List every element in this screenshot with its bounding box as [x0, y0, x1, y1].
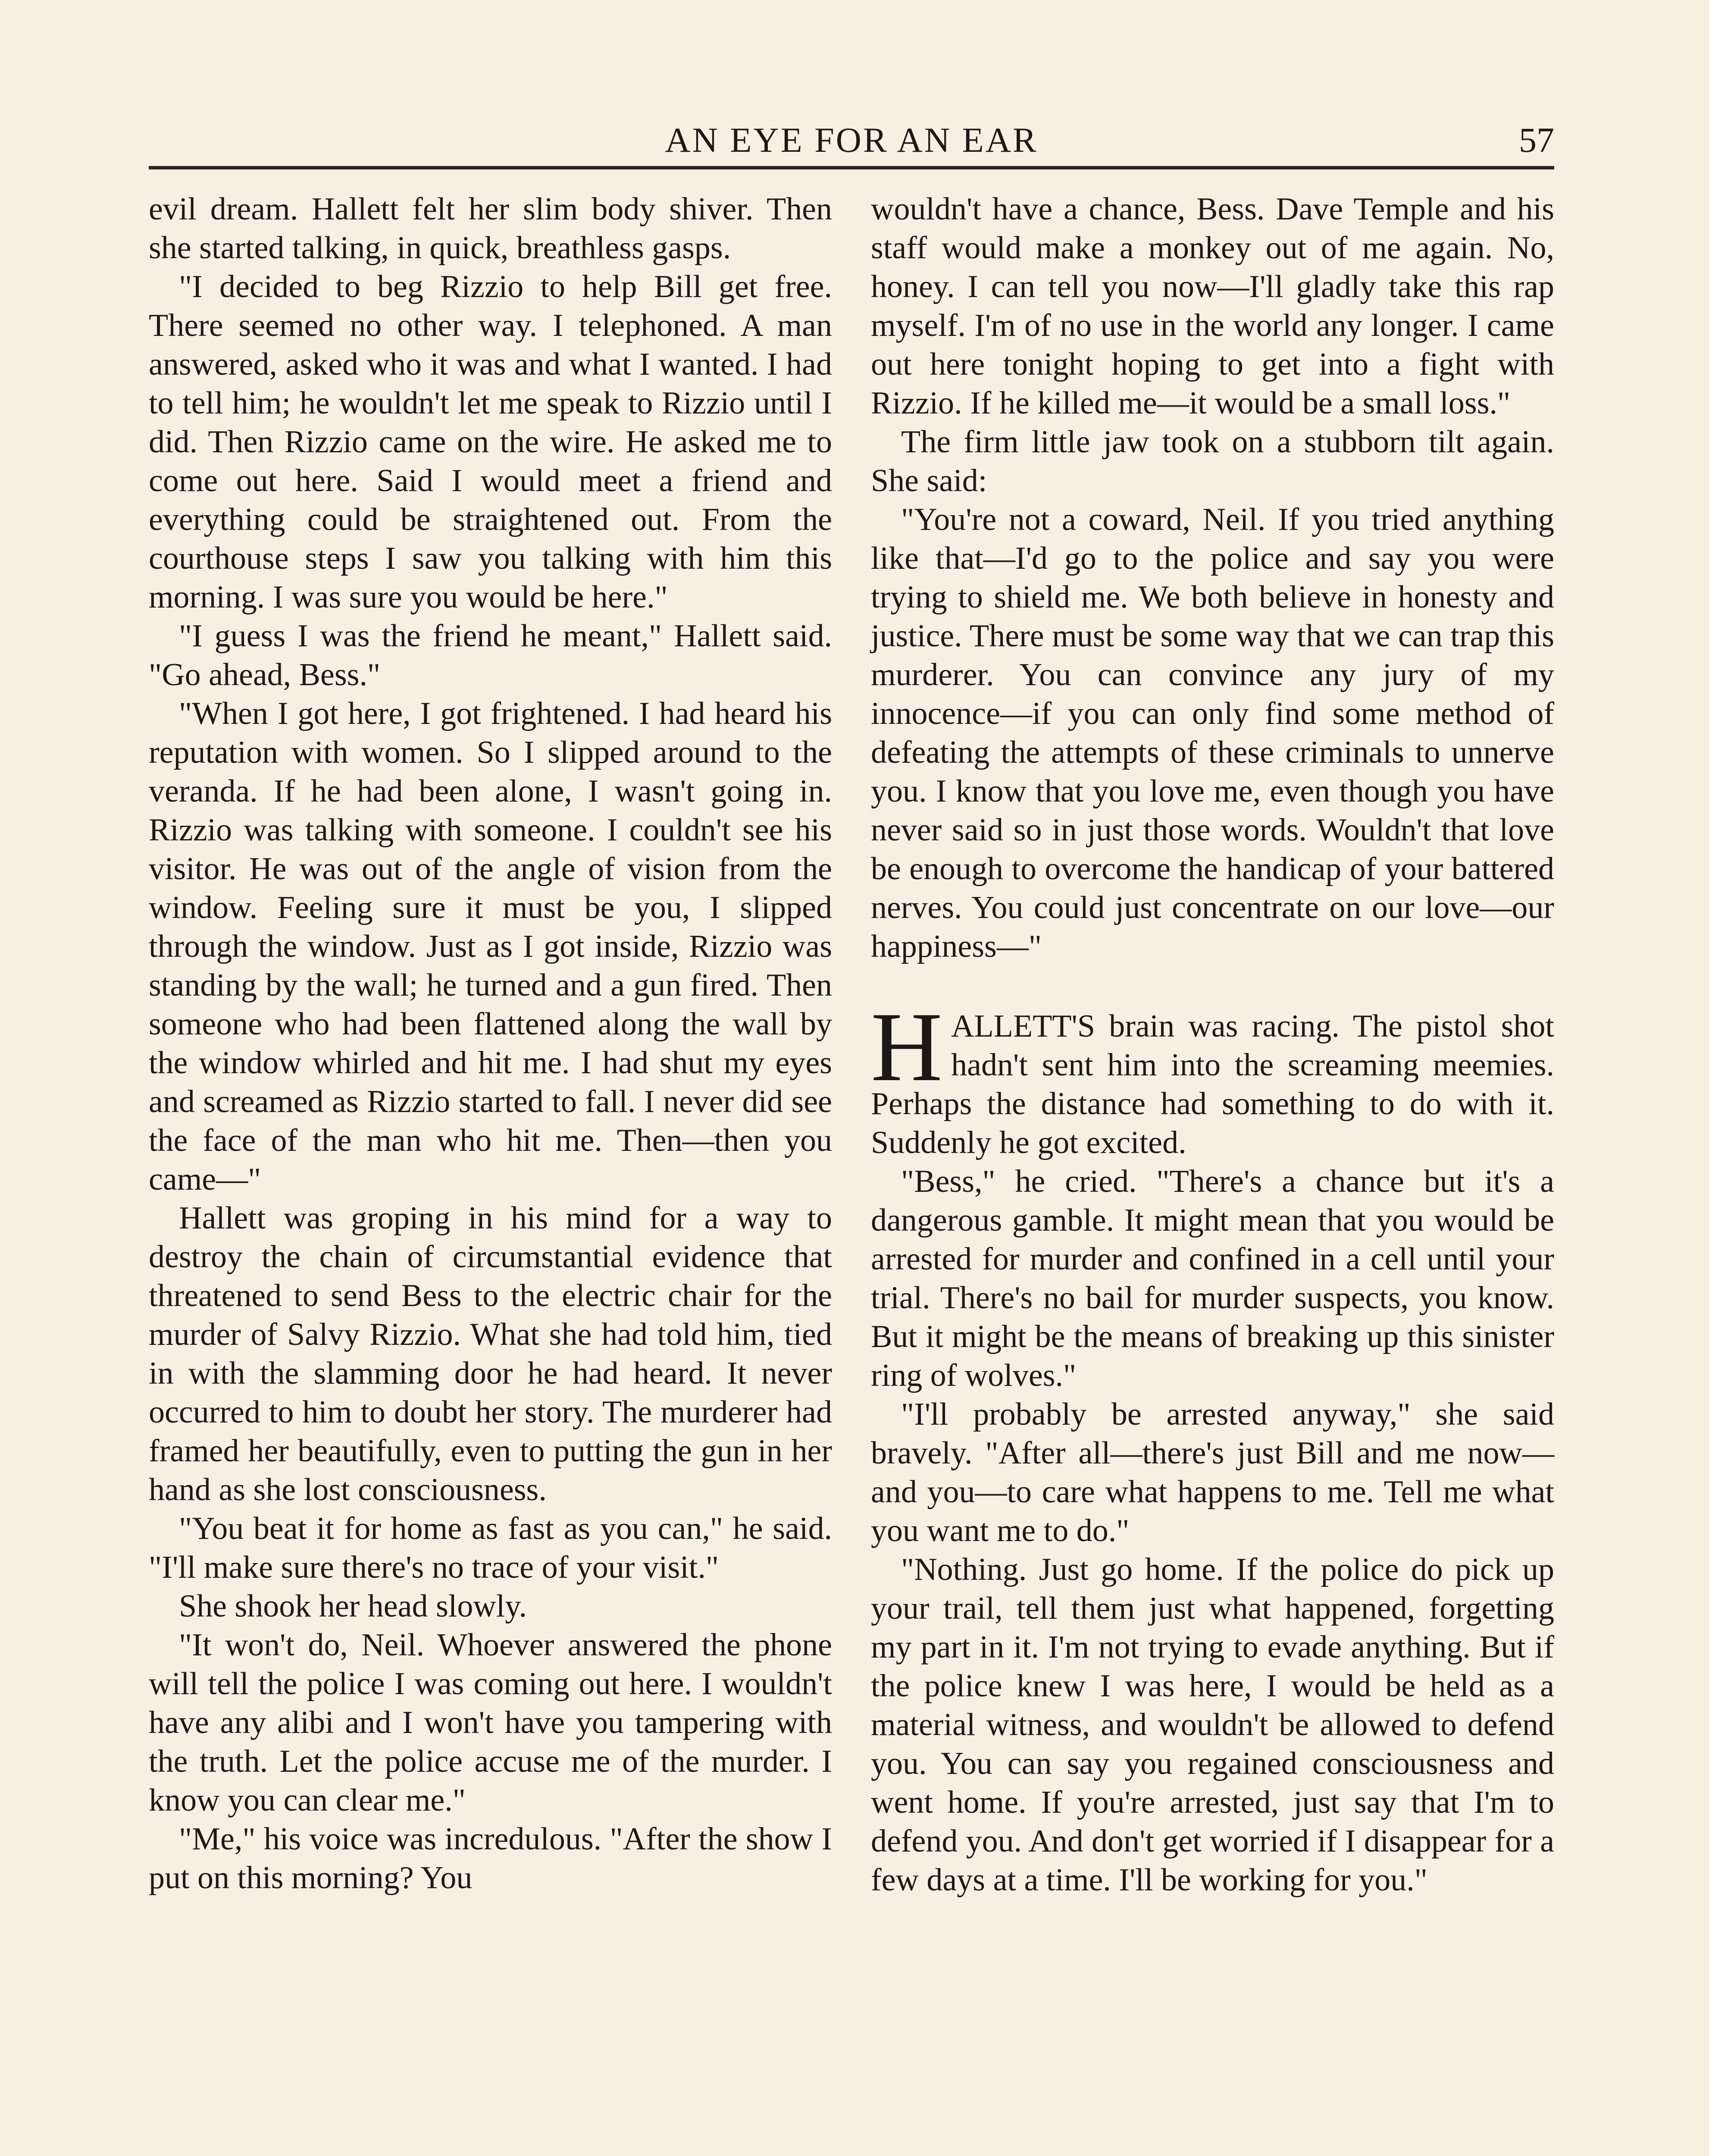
paragraph: "You beat it for home as fast as you can," he said. "I'll make sure there's no trace of your visit." [149, 1511, 832, 1585]
paragraph: "It won't do, Neil. Whoever answered the phone will tell the police I was coming out here. I wouldn't have any alibi and I won't have you tampering with the truth. Let the police accuse me of the murder. I know you can clear me." [149, 1627, 832, 1818]
left-column [149, 190, 832, 1897]
paragraph: "Nothing. Just go home. If the police do pick up your trail, tell them just what happened, forgetting my part in it. I'm not trying to evade anything. But if the police knew I was here, I would be held as a material witness, and wouldn't be allowed to defend you. You can say you regained consciousness and went home. If you're arrested, just say that I'm to defend you. And don't get worried if I disappear for a few days at a time. I'll be working for you." [871, 1552, 1554, 1898]
paragraph: "I guess I was the friend he meant," Hallett said. "Go ahead, Bess." [149, 618, 832, 693]
section-opening-text: ALLETT'S brain was racing. The pistol shot hadn't sent him into the screaming meemies. Perhaps the distance had something to do with it. Suddenly he got excited. [871, 1009, 1554, 1160]
paragraph: "Me," his voice was incredulous. "After the show I put on this morning? You [149, 1821, 832, 1896]
paragraph: Hallett was groping in his mind for a way to destroy the chain of circumstantial evidence that threatened to send Bess to the electric chair for the murder of Salvy Rizzio. What she had told him, tied in with the slamming door he had heard. It never occurred to him to doubt her story. The murderer had framed her beautifully, even to putting the gun in her hand as she lost consciousness. [149, 1200, 832, 1507]
paragraph: "Bess," he cried. "There's a chance but it's a dangerous gamble. It might mean that you would be arrested for murder and confined in a cell until your trial. There's no bail for murder suspects, you know. But it might be the means of breaking up this sinister ring of wolves." [871, 1164, 1554, 1393]
paragraph: The firm little jaw took on a stubborn tilt again. She said: [871, 424, 1554, 498]
running-title: AN EYE FOR AN EAR [665, 120, 1038, 160]
right-column [871, 190, 1554, 1899]
page-number: 57 [1519, 120, 1554, 160]
drop-cap: H [871, 992, 943, 1102]
paragraph: "I decided to beg Rizzio to help Bill get free. There seemed no other way. I telephoned. A man answered, asked who it was and what I wanted. I had to tell him; he wouldn't let me speak to Rizzio until I did. Then Rizzio came on the wire. He asked me to come out here. Said I would meet a friend and everything could be straightened out. From the courthouse steps I saw you talking with him this morning. I was sure you would be here." [149, 269, 832, 615]
section-opening-paragraph [871, 992, 1554, 1162]
paragraph: "I'll probably be arrested anyway," she said bravely. "After all—there's just Bill and me now—and you—to care what happens to me. Tell me what you want me to do." [871, 1397, 1554, 1548]
page-header [149, 119, 1554, 169]
paragraph: evil dream. Hallett felt her slim body shiver. Then she started talking, in quick, breathless gasps. [149, 191, 832, 266]
paragraph: "When I got here, I got frightened. I had heard his reputation with women. So I slipped around to the veranda. If he had been alone, I wasn't going in. Rizzio was talking with someone. I couldn't see his visitor. He was out of the angle of vision from the window. Feeling sure it must be you, I slipped through the window. Just as I got inside, Rizzio was standing by the wall; he turned and a gun fired. Then someone who had been flattened along the wall by the window whirled and hit me. I had shut my eyes and screamed as Rizzio started to fall. I never did see the face of the man who hit me. Then—then you came—" [149, 696, 832, 1197]
paragraph: "You're not a coward, Neil. If you tried anything like that—I'd go to the police and say you were trying to shield me. We both believe in honesty and justice. There must be some way that we can trap this murderer. You can convince any jury of my innocence—if you can only find some method of defeating the attempts of these criminals to unnerve you. I know that you love me, even though you have never said so in just those words. Wouldn't that love be enough to overcome the handicap of your battered nerves. You could just concentrate on our love—our happiness—" [871, 502, 1554, 964]
paragraph: wouldn't have a chance, Bess. Dave Temple and his staff would make a monkey out of me again. No, honey. I can tell you now—I'll gladly take this rap myself. I'm of no use in the world any longer. I came out here tonight hoping to get into a fight with Rizzio. If he killed me—it would be a small loss." [871, 191, 1554, 421]
paragraph: She shook her head slowly. [179, 1589, 527, 1624]
